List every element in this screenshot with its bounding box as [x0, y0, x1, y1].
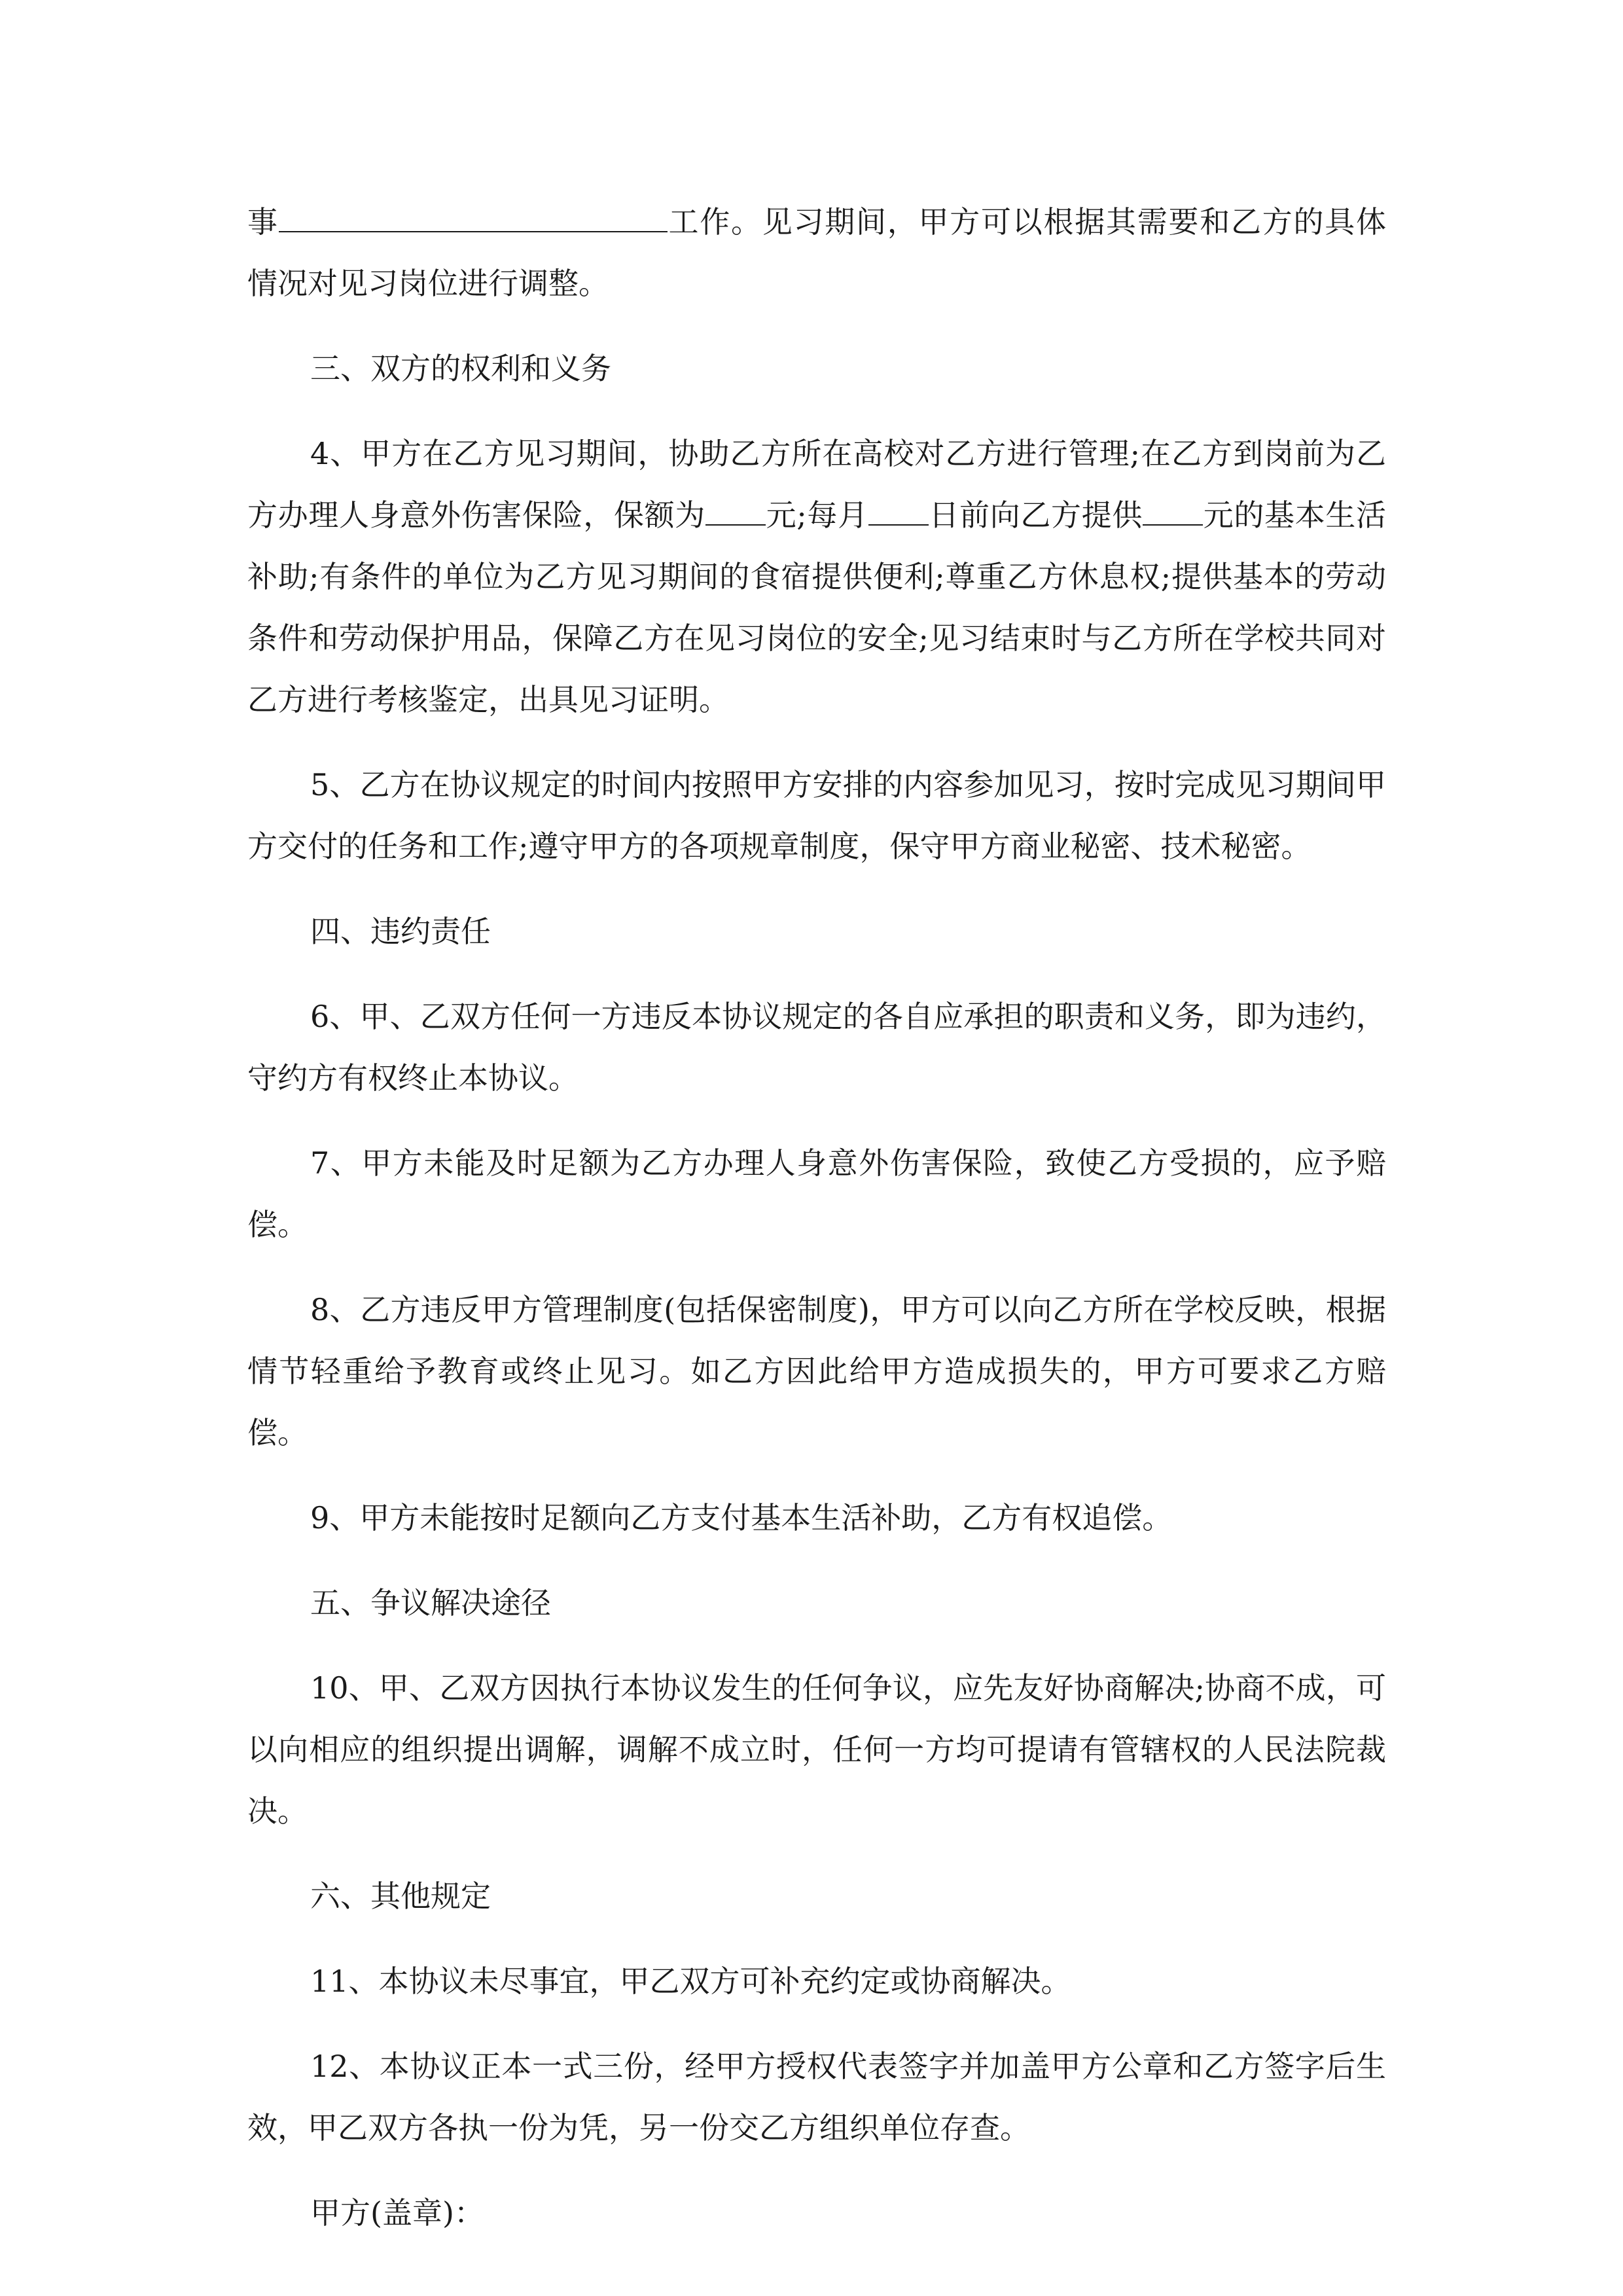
clause-7: 7、甲方未能及时足额为乙方办理人身意外伤害保险，致使乙方受损的，应予赔偿。	[247, 1145, 1386, 1242]
text-segment: 工作。见习期间，甲方可以根据其需要和乙方的具体情况对见习岗位进行调整。	[247, 204, 1386, 301]
signature-party-a: 甲方(盖章)：	[310, 2195, 484, 2231]
section-heading-dispute: 五、争议解决途径	[310, 1585, 551, 1621]
section-heading-other: 六、其他规定	[310, 1878, 491, 1914]
fill-in-blank-allowance[interactable]	[1143, 490, 1203, 526]
document-page	[247, 191, 1386, 2267]
fill-in-blank-insurance-amount[interactable]	[705, 490, 766, 526]
clause-5: 5、乙方在协议规定的时间内按照甲方安排的内容参加见习，按时完成见习期间甲方交付的任务和工作;遵守甲方的各项规章制度，保守甲方商业秘密、技术秘密。	[247, 767, 1386, 864]
text-segment: 事	[247, 204, 279, 240]
text-segment: 日前向乙方提供	[928, 497, 1143, 533]
clause-6: 6、甲、乙双方任何一方违反本协议规定的各自应承担的职责和义务，即为违约，守约方有权终止本协议。	[247, 999, 1386, 1096]
section-heading-breach: 四、违约责任	[310, 914, 491, 949]
paragraph-job-assignment	[247, 191, 1386, 314]
clause-11: 11、本协议未尽事宜，甲乙双方可补充约定或协商解决。	[310, 1964, 1071, 1999]
section-heading-rights: 三、双方的权利和义务	[310, 351, 611, 386]
clause-10: 10、甲、乙双方因执行本协议发生的任何争议，应先友好协商解决;协商不成，可以向相应的组织提出调解，调解不成立时，任何一方均可提请有管辖权的人民法院裁决。	[247, 1670, 1386, 1829]
clause-4	[247, 423, 1386, 730]
clause-12: 12、本协议正本一式三份，经甲方授权代表签字并加盖甲方公章和乙方签字后生效，甲乙双方各执一份为凭，另一份交乙方组织单位存查。	[247, 2049, 1386, 2145]
text-segment: 元的基本生活补助;有条件的单位为乙方见习期间的食宿提供便利;尊重乙方休息权;提供基本的劳动条件和劳动保护用品，保障乙方在见习岗位的安全;见习结束时与乙方所在学校共同对乙方进行考核鉴定，出具见习证明。	[247, 497, 1387, 717]
clause-8: 8、乙方违反甲方管理制度(包括保密制度)，甲方可以向乙方所在学校反映，根据情节轻重给予教育或终止见习。如乙方因此给甲方造成损失的，甲方可要求乙方赔偿。	[247, 1292, 1386, 1450]
text-segment: 元;每月	[765, 497, 868, 533]
clause-9: 9、甲方未能按时足额向乙方支付基本生活补助，乙方有权追偿。	[310, 1500, 1173, 1535]
text-segment: 4、甲方在乙方见习期间，协助乙方所在高校对乙方进行管理;在乙方到岗前为乙方办理人身意外伤害保险，保额为	[247, 436, 1386, 533]
fill-in-blank-job[interactable]	[279, 197, 668, 232]
fill-in-blank-day[interactable]	[868, 490, 929, 526]
